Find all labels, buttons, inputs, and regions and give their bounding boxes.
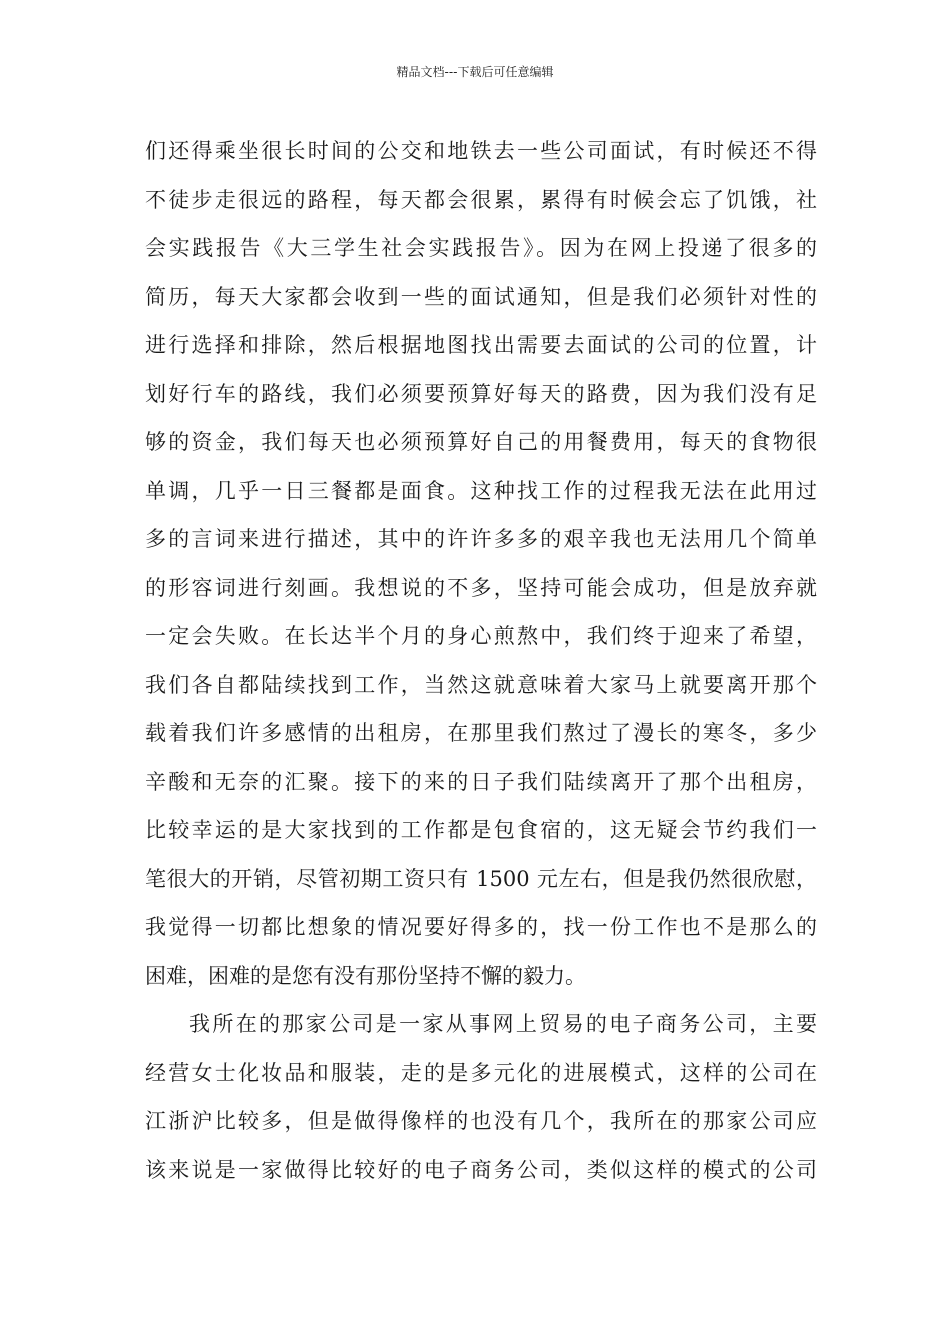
page-header: 精品文档---下载后可任意编辑: [396, 65, 554, 79]
text-line: 我们各自都陆续找到工作，当然这就意味着大家马上就要离开那个: [145, 672, 817, 697]
text-line: 们还得乘坐很长时间的公交和地铁去一些公司面试，有时候还不得: [145, 139, 817, 163]
text-line: 会实践报告《大三学生社会实践报告》。因为在网上投递了很多的: [145, 236, 817, 260]
text-line: 单调，几乎一日三餐都是面食。这种找工作的过程我无法在此用过: [145, 478, 817, 503]
text-line: 该来说是一家做得比较好的电子商务公司，类似这样的模式的公司: [145, 1157, 817, 1182]
text-line: 我觉得一切都比想象的情况要好得多的，找一份工作也不是那么的: [145, 915, 817, 939]
paragraph-2: [145, 1000, 817, 1194]
body-text: [145, 127, 817, 1194]
text-line: 不徒步走很远的路程，每天都会很累，累得有时候会忘了饥饿，社: [145, 187, 817, 212]
text-line: 进行选择和排除，然后根据地图找出需要去面试的公司的位置，计: [145, 333, 817, 357]
paragraph-1: [145, 127, 817, 1000]
text-line: 简历，每天大家都会收到一些的面试通知，但是我们必须针对性的: [145, 284, 817, 309]
text-line: 划好行车的路线，我们必须要预算好每天的路费，因为我们没有足: [145, 381, 817, 406]
text-line: 笔很大的开销，尽管初期工资只有 1500 元左右，但是我仍然很欣慰，: [145, 866, 817, 891]
text-line: 辛酸和无奈的汇聚。接下的来的日子我们陆续离开了那个出租房，: [145, 769, 817, 794]
text-line: 困难，困难的是您有没有那份坚持不懈的毅力。: [145, 963, 586, 988]
text-line: 江浙沪比较多，但是做得像样的也没有几个，我所在的那家公司应: [145, 1109, 817, 1133]
text-line: 多的言词来进行描述，其中的许许多多的艰辛我也无法用几个简单: [145, 527, 817, 551]
text-line: 的形容词进行刻画。我想说的不多，坚持可能会成功，但是放弃就: [145, 575, 817, 600]
text-line: 够的资金，我们每天也必须预算好自己的用餐费用，每天的食物很: [145, 430, 817, 454]
text-line: 经营女士化妆品和服装，走的是多元化的进展模式，这样的公司在: [145, 1060, 817, 1085]
text-line: 一定会失败。在长达半个月的身心煎熬中，我们终于迎来了希望，: [145, 624, 817, 648]
text-line: 载着我们许多感情的出租房，在那里我们熬过了漫长的寒冬，多少: [145, 721, 817, 745]
text-line: 我所在的那家公司是一家从事网上贸易的电子商务公司，主要: [189, 1012, 817, 1036]
text-line: 比较幸运的是大家找到的工作都是包食宿的，这无疑会节约我们一: [145, 818, 817, 842]
